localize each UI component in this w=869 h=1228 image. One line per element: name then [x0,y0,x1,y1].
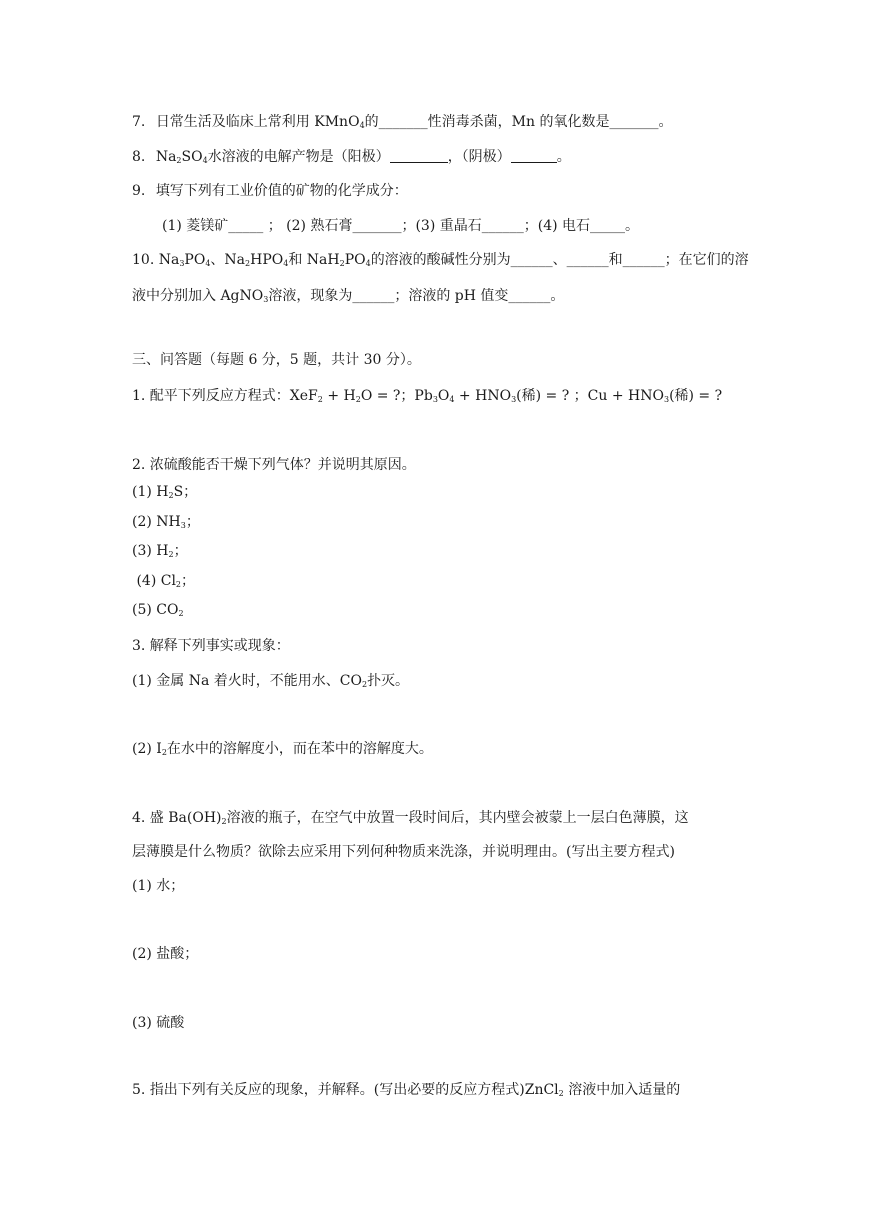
question-text: 填写下列有工业价值的矿物的化学成分： [155,183,408,199]
section-heading [132,350,421,370]
question-text: 。 [658,114,673,130]
list-item [132,944,198,964]
subscript: 3 [180,521,186,530]
question-text: + H [322,388,356,404]
essay-question-5 [132,1080,680,1100]
item-text: (1) H [132,484,169,500]
question-text: HPO [250,252,284,268]
item-text: S； [173,484,198,500]
subscript: 2 [161,748,167,757]
item-text: 扑灭。 [367,673,410,689]
subscript: 2 [339,259,345,268]
question-text: SO [181,149,203,165]
essay-question-4-line-2 [132,842,675,862]
item-text: (1) 水； [132,878,185,894]
subscript: 2 [168,550,174,559]
subscript: 3 [511,395,517,404]
subscript: 2 [245,259,251,268]
item-text: (2) 盐酸； [132,946,199,962]
subscript: 2 [361,680,368,689]
list-item [132,1013,184,1033]
subscript: 4 [283,259,289,268]
item-text: ； [185,514,200,530]
question-text: 和 NaH [288,252,340,268]
section-title: 三、问答题（每题 6 分，5 题，共计 30 分）。 [132,352,421,368]
answer-blank-anode [390,148,448,163]
subscript: 3 [179,259,185,268]
item-text: ； [181,573,196,589]
item-text: (2) I [132,741,162,757]
question-text: O = ?；Pb [360,388,433,404]
item-text: ； [173,543,188,559]
item-text: (3) 硫酸 [132,1015,185,1031]
question-text: PO [344,252,366,268]
list-item [132,541,188,561]
item-text: (5) CO [132,602,179,618]
question-text: 3. 解释下列事实或现象： [132,638,290,654]
item-text: (3) H [132,543,169,559]
question-number: 8. [132,149,146,165]
question-10 [132,250,749,270]
question-text: 、Na [210,252,246,268]
question-text: + HNO [454,388,512,404]
item-text: 在水中的溶解度小，而在苯中的溶解度大。 [166,741,433,757]
subscript: 2 [168,491,174,500]
subscript: 2 [178,609,184,618]
question-text: (1) 菱镁矿_____ ； (2) 熟石膏_______；(3) 重晶石______；(4) 电石_____。 [162,218,640,234]
subscript: 2 [175,580,182,589]
essay-question-3 [132,636,290,656]
essay-question-2 [132,455,416,475]
question-text: 5. 指出下列有关反应的现象，并解释。(写出必要的反应方程式)ZnCl [132,1082,559,1098]
item-text: (2) NH [132,514,181,530]
question-text: 。 [556,149,571,165]
question-text: ，（阴极） [447,149,511,165]
question-text: O [437,388,450,404]
subscript: 2 [558,1089,564,1098]
question-text: 溶液，现象为______；溶液的 pH 值变______。 [268,288,565,304]
subscript: 4 [365,259,371,268]
question-text: 水溶液的电解产物是（阳极） [207,149,390,165]
question-text: 4. 盛 Ba(OH) [132,810,222,826]
question-text: 溶液中加入适量的 [563,1082,681,1098]
list-item [132,512,200,532]
subscript: 2 [355,395,361,404]
list-item [132,600,184,620]
question-number: 10. [132,252,155,268]
question-text: Na [155,149,177,165]
subscript: 4 [202,156,208,165]
subscript: 2 [221,817,227,826]
subscript: 2 [176,156,182,165]
answer-blank-cathode [511,148,557,163]
question-8 [132,147,571,167]
question-9 [132,181,408,201]
subscript: 3 [263,295,269,304]
question-number: 9. [132,183,146,199]
question-text: 2. 浓硫酸能否干燥下列气体？并说明其原因。 [132,457,416,473]
subscript: 4 [205,259,211,268]
question-text: 溶液的瓶子，在空气中放置一段时间后，其内壁会被蒙上一层白色薄膜，这 [226,810,689,826]
blank: _______ [609,114,659,130]
question-text: 1. 配平下列反应方程式：XeF [132,388,318,404]
list-item [132,571,195,591]
question-text: 层薄膜是什么物质？欲除去应采用下列何种物质来洗涤，并说明理由。(写出主要方程式) [132,844,675,860]
subscript: 2 [317,395,323,404]
question-10-line-2 [132,286,564,306]
question-7 [132,112,672,132]
question-text: 的溶液的酸碱性分别为______、______和______；在它们的溶 [370,252,749,268]
essay-question-4 [132,808,689,828]
question-text: 的 [364,114,379,130]
item-text: (1) 金属 Na 着火时，不能用水、CO [132,673,362,689]
question-text: 性消毒杀菌，Mn 的氧化数是 [427,114,610,130]
list-item [132,739,433,759]
item-text: (4) Cl [132,573,176,589]
subscript: 3 [432,395,438,404]
subscript: 3 [663,395,670,404]
question-9-items [162,216,639,236]
question-number: 7. [132,114,146,130]
question-text: (稀) = ? ；Cu + HNO [516,388,664,404]
question-text: 日常生活及临床上常利用 KMnO [155,114,360,130]
question-text: PO [184,252,206,268]
essay-question-1 [132,386,722,406]
list-item [132,482,197,502]
subscript: 4 [359,121,365,130]
question-text: (稀) = ? [669,388,723,404]
blank: _______ [378,114,428,130]
subscript: 4 [449,395,455,404]
list-item [132,671,409,691]
list-item [132,876,184,896]
question-text: 液中分别加入 AgNO [132,288,264,304]
question-text: Na [158,252,180,268]
